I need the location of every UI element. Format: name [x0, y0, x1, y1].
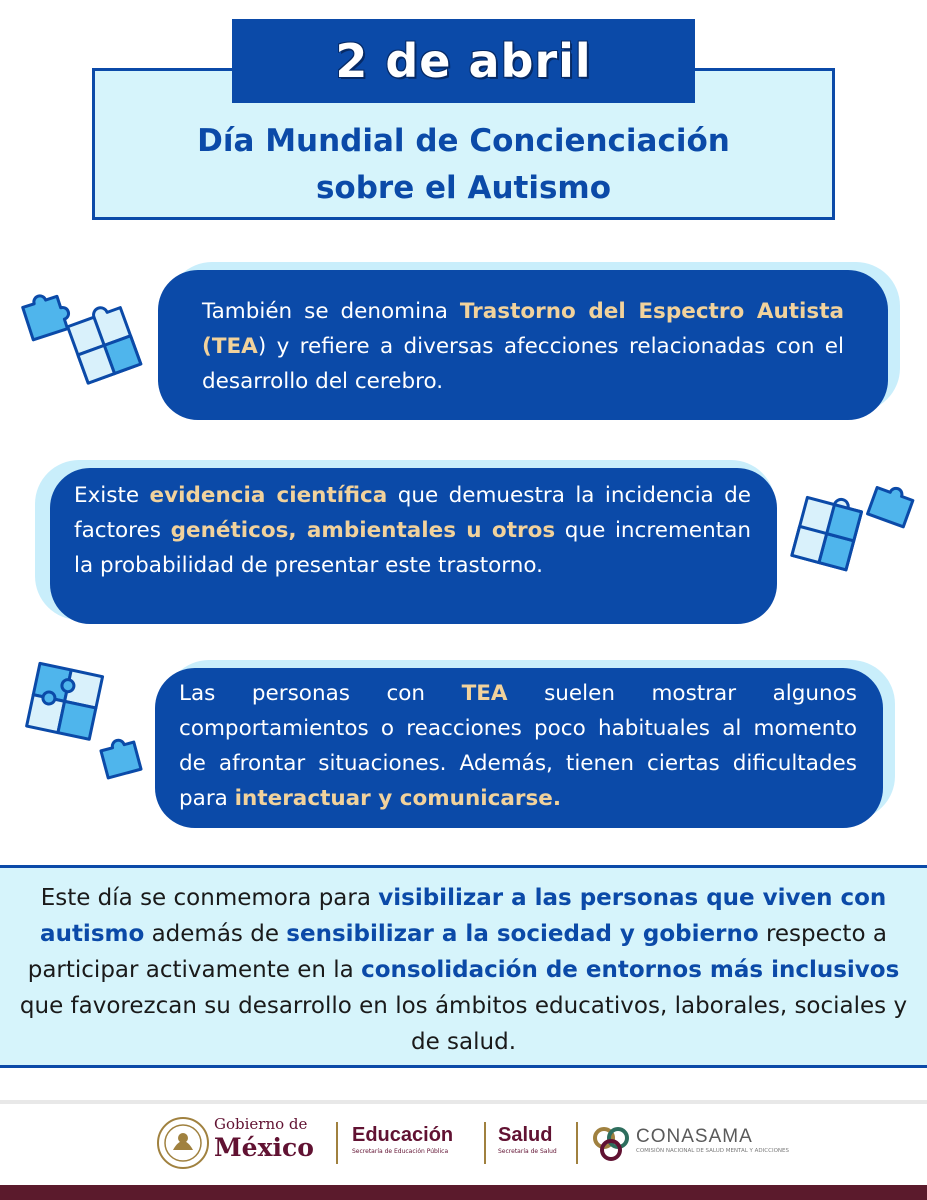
highlighted-text: visibilizar a las personas que viven con autismo: [40, 885, 887, 947]
conasama-logo: [590, 1122, 632, 1164]
card-2: [50, 468, 777, 624]
card-1-text: [202, 294, 844, 399]
text-segment: respecto a participar activamente en la: [27, 921, 887, 983]
info-text: [8, 880, 919, 1060]
puzzle-icon: [16, 660, 156, 790]
highlighted-text: evidencia científica: [149, 483, 388, 508]
conasama-subtitle: COMISIÓN NACIONAL DE SALUD MENTAL Y ADICCIONES: [636, 1148, 789, 1154]
conasama-title: CONASAMA: [636, 1126, 753, 1147]
footer-bar: [0, 1185, 927, 1200]
footer-divider: [336, 1122, 338, 1164]
highlighted-text: interactuar y comunicarse.: [234, 786, 562, 811]
title-line-2: sobre el Autismo: [315, 170, 612, 206]
salud-subtitle: Secretaría de Salud: [498, 1148, 557, 1155]
educacion-subtitle: Secretaría de Educación Pública: [352, 1148, 449, 1155]
text-segment: que incrementan la probabilidad de presentar este trastorno.: [74, 518, 752, 578]
text-segment: También se denomina: [202, 299, 460, 324]
footer-divider: [484, 1122, 486, 1164]
puzzle-icon: [782, 486, 922, 611]
text-segment: además de: [144, 921, 287, 947]
highlighted-text: sensibilizar a la sociedad y gobierno: [286, 921, 759, 947]
salud-title: Salud: [498, 1124, 553, 1146]
salud-logo: [498, 1123, 557, 1156]
highlighted-text: TEA: [461, 681, 508, 706]
text-segment: ) y refiere a diversas afecciones relacionadas con el desarrollo del cerebro.: [202, 334, 844, 394]
footer-divider: [576, 1122, 578, 1164]
puzzle-icon: [18, 284, 158, 409]
gobierno-line-2: México: [214, 1133, 314, 1162]
text-segment: que demuestra la incidencia de factores: [74, 483, 751, 543]
title-line-1: Día Mundial de Concienciación: [197, 123, 730, 159]
highlighted-text: genéticos, ambientales u otros: [170, 518, 556, 543]
highlighted-text: consolidación de entornos más inclusivos: [361, 957, 900, 983]
gobierno-line-1: Gobierno de: [214, 1115, 308, 1133]
card-3-text: [179, 676, 857, 816]
mexico-seal-logo: [156, 1116, 210, 1170]
gobierno-logo: [214, 1116, 314, 1163]
date-banner: [232, 19, 695, 103]
card-3: [155, 668, 883, 828]
text-segment: suelen mostrar algunos comportamientos o reacciones poco habituales al momento de afrontar situaciones. Además, tienen ciertas dificultades para: [179, 681, 857, 811]
educacion-title: Educación: [352, 1124, 454, 1146]
text-segment: Las personas con: [179, 681, 462, 706]
date-text: 2 de abril: [335, 34, 592, 88]
card-1: [158, 270, 888, 420]
highlighted-text: Trastorno del Espectro Autista (TEA: [202, 299, 844, 359]
footer-separator: [0, 1100, 927, 1104]
card-2-text: [74, 478, 751, 583]
educacion-logo: [352, 1123, 453, 1156]
text-segment: que favorezcan su desarrollo en los ámbitos educativos, laborales, sociales y de salud.: [19, 993, 908, 1055]
conasama-text: [636, 1126, 796, 1155]
page-title: [92, 118, 835, 212]
text-segment: Este día se conmemora para: [40, 885, 379, 911]
text-segment: Existe: [74, 483, 150, 508]
